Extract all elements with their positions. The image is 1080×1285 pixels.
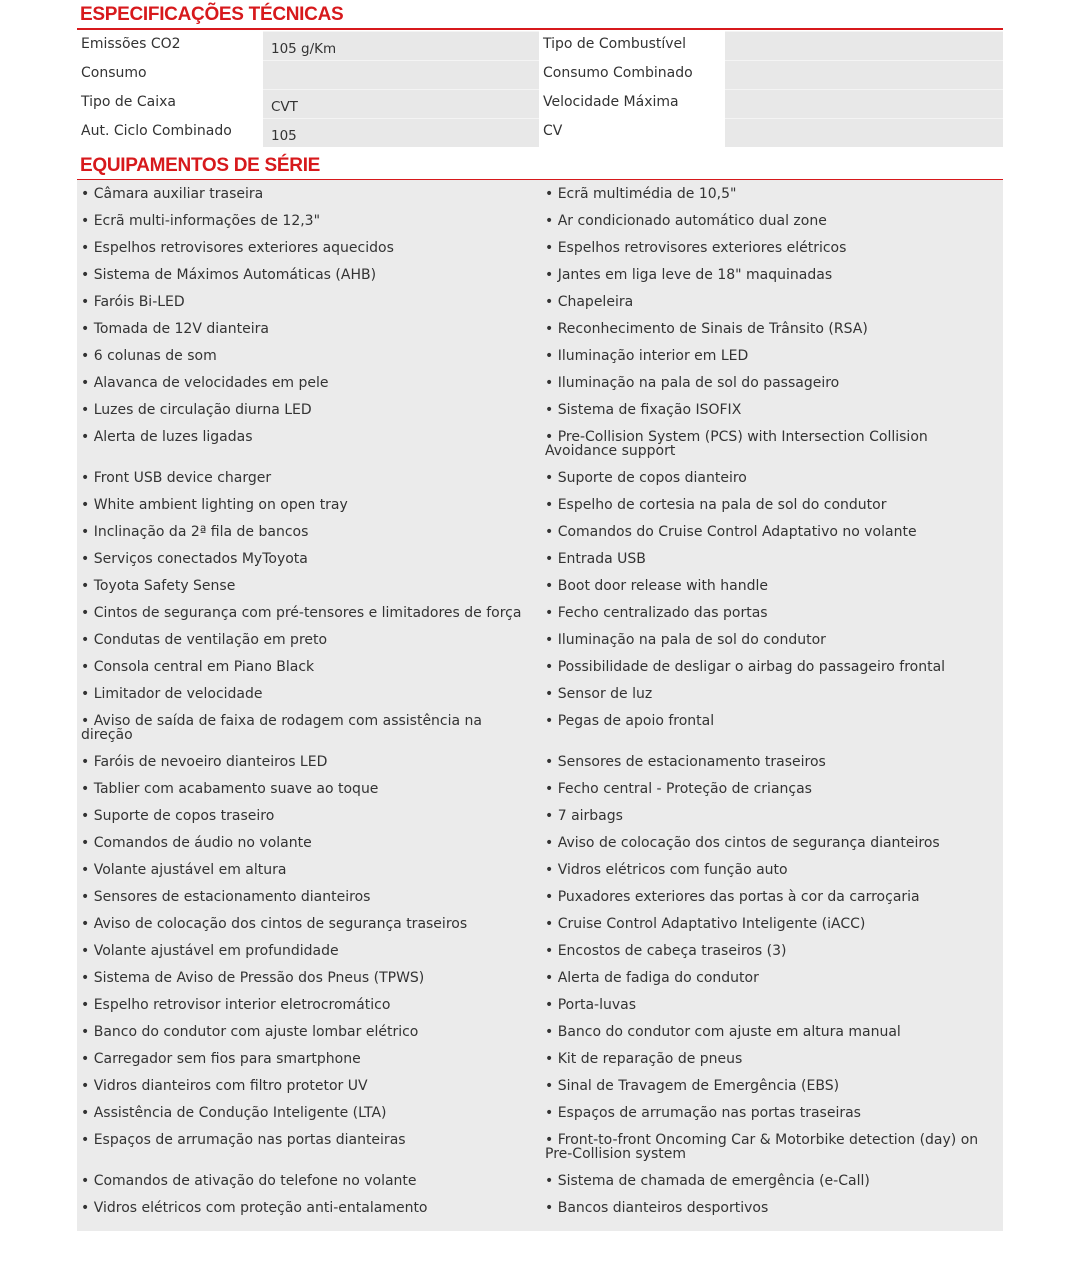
spec-label: Consumo Combinado (539, 60, 725, 89)
equipment-item: • Boot door release with handle (545, 578, 768, 594)
equipment-item: • Iluminação interior em LED (545, 348, 749, 364)
equipment-item: • Volante ajustável em altura (81, 862, 287, 878)
equipment-item: • Serviços conectados MyToyota (81, 551, 308, 567)
equipment-row (77, 910, 1003, 937)
equipment-row (77, 883, 1003, 910)
specs-section-title: ESPECIFICAÇÕES TÉCNICAS (77, 0, 1003, 30)
equipment-row (77, 423, 1003, 464)
equipment-item: • Espaços de arrumação nas portas traseiras (545, 1105, 861, 1121)
equipment-item: • Front-to-front Oncoming Car & Motorbike detection (day) on Pre-Collision system (545, 1132, 979, 1162)
equipment-row (77, 315, 1003, 342)
equipment-row (77, 1167, 1003, 1194)
equipment-item: • Kit de reparação de pneus (545, 1051, 743, 1067)
equipment-item: • Sinal de Travagem de Emergência (EBS) (545, 1078, 840, 1094)
equipment-item: • Encostos de cabeça traseiros (3) (545, 943, 787, 959)
equipment-row (77, 464, 1003, 491)
equipment-item: • Luzes de circulação diurna LED (81, 402, 312, 418)
equipment-item: • Bancos dianteiros desportivos (545, 1200, 769, 1216)
equipment-item: • Toyota Safety Sense (81, 578, 236, 594)
spec-value (725, 118, 1003, 147)
equipment-item: • Sistema de Máximos Automáticas (AHB) (81, 267, 377, 283)
equipment-item: • Sistema de fixação ISOFIX (545, 402, 742, 418)
equipment-row (77, 1126, 1003, 1167)
equipment-item: • Assistência de Condução Inteligente (LTA) (81, 1105, 387, 1121)
equipment-item: • Porta-luvas (545, 997, 637, 1013)
equipment-item: • Sistema de chamada de emergência (e-Call) (545, 1173, 870, 1189)
equipment-item: • Entrada USB (545, 551, 646, 567)
equipment-row (77, 491, 1003, 518)
equipment-item: • Puxadores exteriores das portas à cor da carroçaria (545, 889, 920, 905)
equipment-item: • Banco do condutor com ajuste lombar elétrico (81, 1024, 419, 1040)
spec-value: 105 (263, 118, 539, 147)
equipment-item: • Iluminação na pala de sol do passageiro (545, 375, 840, 391)
equipment-item: • Jantes em liga leve de 18" maquinadas (545, 267, 833, 283)
spec-label: Tipo de Combustível (539, 31, 725, 60)
equipment-item: • Ar condicionado automático dual zone (545, 213, 827, 229)
equipment-item: • Sistema de Aviso de Pressão dos Pneus (TPWS) (81, 970, 425, 986)
spec-label: Consumo (77, 60, 263, 89)
equipment-item: • Cruise Control Adaptativo Inteligente (iACC) (545, 916, 866, 932)
equipment-item: • Iluminação na pala de sol do condutor (545, 632, 826, 648)
equipment-item: • Carregador sem fios para smartphone (81, 1051, 361, 1067)
spec-label: Velocidade Máxima (539, 89, 725, 118)
equipment-item: • Ecrã multimédia de 10,5" (545, 186, 737, 202)
equipment-item: • Sensores de estacionamento traseiros (545, 754, 826, 770)
equipment-item: • Pegas de apoio frontal (545, 713, 715, 729)
spec-value (725, 31, 1003, 60)
equipment-item: • Tomada de 12V dianteira (81, 321, 269, 337)
equipment-item: • Alerta de fadiga do condutor (545, 970, 759, 986)
equipment-list (77, 180, 1003, 1231)
equipment-item: • Reconhecimento de Sinais de Trânsito (RSA) (545, 321, 868, 337)
equipment-item: • Fecho central - Proteção de crianças (545, 781, 812, 797)
equipment-item: • Espaços de arrumação nas portas dianteiras (81, 1132, 406, 1148)
specs-table (77, 31, 1003, 147)
equipment-row (77, 369, 1003, 396)
equipment-item: • Volante ajustável em profundidade (81, 943, 339, 959)
equipment-row (77, 626, 1003, 653)
equipment-item: • Sensor de luz (545, 686, 653, 702)
equipment-item: • Suporte de copos dianteiro (545, 470, 747, 486)
equipment-item: • Banco do condutor com ajuste em altura manual (545, 1024, 901, 1040)
spec-value: 105 g/Km (263, 31, 539, 60)
equipment-row (77, 545, 1003, 572)
spec-label: Tipo de Caixa (77, 89, 263, 118)
equipment-item: • Suporte de copos traseiro (81, 808, 275, 824)
spec-label: Emissões CO2 (77, 31, 263, 60)
equipment-row (77, 207, 1003, 234)
equipment-section-title: EQUIPAMENTOS DE SÉRIE (77, 151, 1003, 181)
equipment-row (77, 1045, 1003, 1072)
equipment-row (77, 599, 1003, 626)
equipment-item: • Espelhos retrovisores exteriores aquecidos (81, 240, 394, 256)
equipment-row (77, 261, 1003, 288)
spec-value (725, 60, 1003, 89)
equipment-item: • Aviso de colocação dos cintos de segurança dianteiros (545, 835, 940, 851)
equipment-item: • 7 airbags (545, 808, 623, 824)
equipment-item: • Espelho de cortesia na pala de sol do condutor (545, 497, 887, 513)
equipment-row (77, 748, 1003, 775)
spec-row (77, 118, 1003, 147)
spec-row (77, 31, 1003, 60)
equipment-row (77, 518, 1003, 545)
equipment-item: • Câmara auxiliar traseira (81, 186, 264, 202)
equipment-item: • Aviso de colocação dos cintos de segurança traseiros (81, 916, 468, 932)
equipment-item: • Consola central em Piano Black (81, 659, 315, 675)
spec-label: CV (539, 118, 725, 147)
equipment-item: • Vidros dianteiros com filtro protetor UV (81, 1078, 368, 1094)
equipment-item: • Vidros elétricos com proteção anti-entalamento (81, 1200, 428, 1216)
equipment-item: • Comandos de áudio no volante (81, 835, 312, 851)
equipment-item: • Condutas de ventilação em preto (81, 632, 328, 648)
equipment-item: • Comandos do Cruise Control Adaptativo no volante (545, 524, 917, 540)
equipment-row (77, 1018, 1003, 1045)
equipment-row (77, 937, 1003, 964)
equipment-row (77, 572, 1003, 599)
equipment-row (77, 856, 1003, 883)
equipment-item: • Faróis Bi-LED (81, 294, 185, 310)
equipment-row (77, 829, 1003, 856)
equipment-item: • Comandos de ativação do telefone no volante (81, 1173, 417, 1189)
equipment-item: • Fecho centralizado das portas (545, 605, 768, 621)
equipment-item: • Alerta de luzes ligadas (81, 429, 253, 445)
equipment-row (77, 680, 1003, 707)
equipment-item: • Cintos de segurança com pré-tensores e limitadores de força (81, 605, 522, 621)
equipment-item: • Pre-Collision System (PCS) with Intersection Collision Avoidance support (545, 429, 928, 459)
equipment-row (77, 1099, 1003, 1126)
equipment-row (77, 234, 1003, 261)
spec-value: CVT (263, 89, 539, 118)
spec-row (77, 60, 1003, 89)
equipment-row (77, 653, 1003, 680)
equipment-item: • Chapeleira (545, 294, 634, 310)
equipment-row (77, 1194, 1003, 1221)
equipment-row (77, 964, 1003, 991)
equipment-item: • Aviso de saída de faixa de rodagem com assistência na direção (81, 713, 483, 743)
spec-value (725, 89, 1003, 118)
equipment-item: • Faróis de nevoeiro dianteiros LED (81, 754, 328, 770)
equipment-row (77, 396, 1003, 423)
spec-row (77, 89, 1003, 118)
equipment-item: • Possibilidade de desligar o airbag do passageiro frontal (545, 659, 946, 675)
equipment-item: • Espelho retrovisor interior eletrocromático (81, 997, 391, 1013)
spec-value (263, 60, 539, 89)
spec-label: Aut. Ciclo Combinado (77, 118, 263, 147)
equipment-row (77, 991, 1003, 1018)
equipment-row (77, 707, 1003, 748)
equipment-item: • Limitador de velocidade (81, 686, 263, 702)
equipment-item: • Front USB device charger (81, 470, 272, 486)
equipment-row (77, 775, 1003, 802)
equipment-item: • Sensores de estacionamento dianteiros (81, 889, 371, 905)
equipment-item: • Vidros elétricos com função auto (545, 862, 788, 878)
equipment-item: • 6 colunas de som (81, 348, 217, 364)
equipment-item: • Espelhos retrovisores exteriores elétricos (545, 240, 847, 256)
equipment-item: • Ecrã multi-informações de 12,3" (81, 213, 321, 229)
equipment-item: • Alavanca de velocidades em pele (81, 375, 329, 391)
equipment-row (77, 802, 1003, 829)
equipment-row (77, 288, 1003, 315)
equipment-row (77, 180, 1003, 207)
equipment-item: • Inclinação da 2ª fila de bancos (81, 524, 309, 540)
equipment-item: • White ambient lighting on open tray (81, 497, 348, 513)
equipment-row (77, 342, 1003, 369)
equipment-item: • Tablier com acabamento suave ao toque (81, 781, 379, 797)
equipment-row (77, 1072, 1003, 1099)
